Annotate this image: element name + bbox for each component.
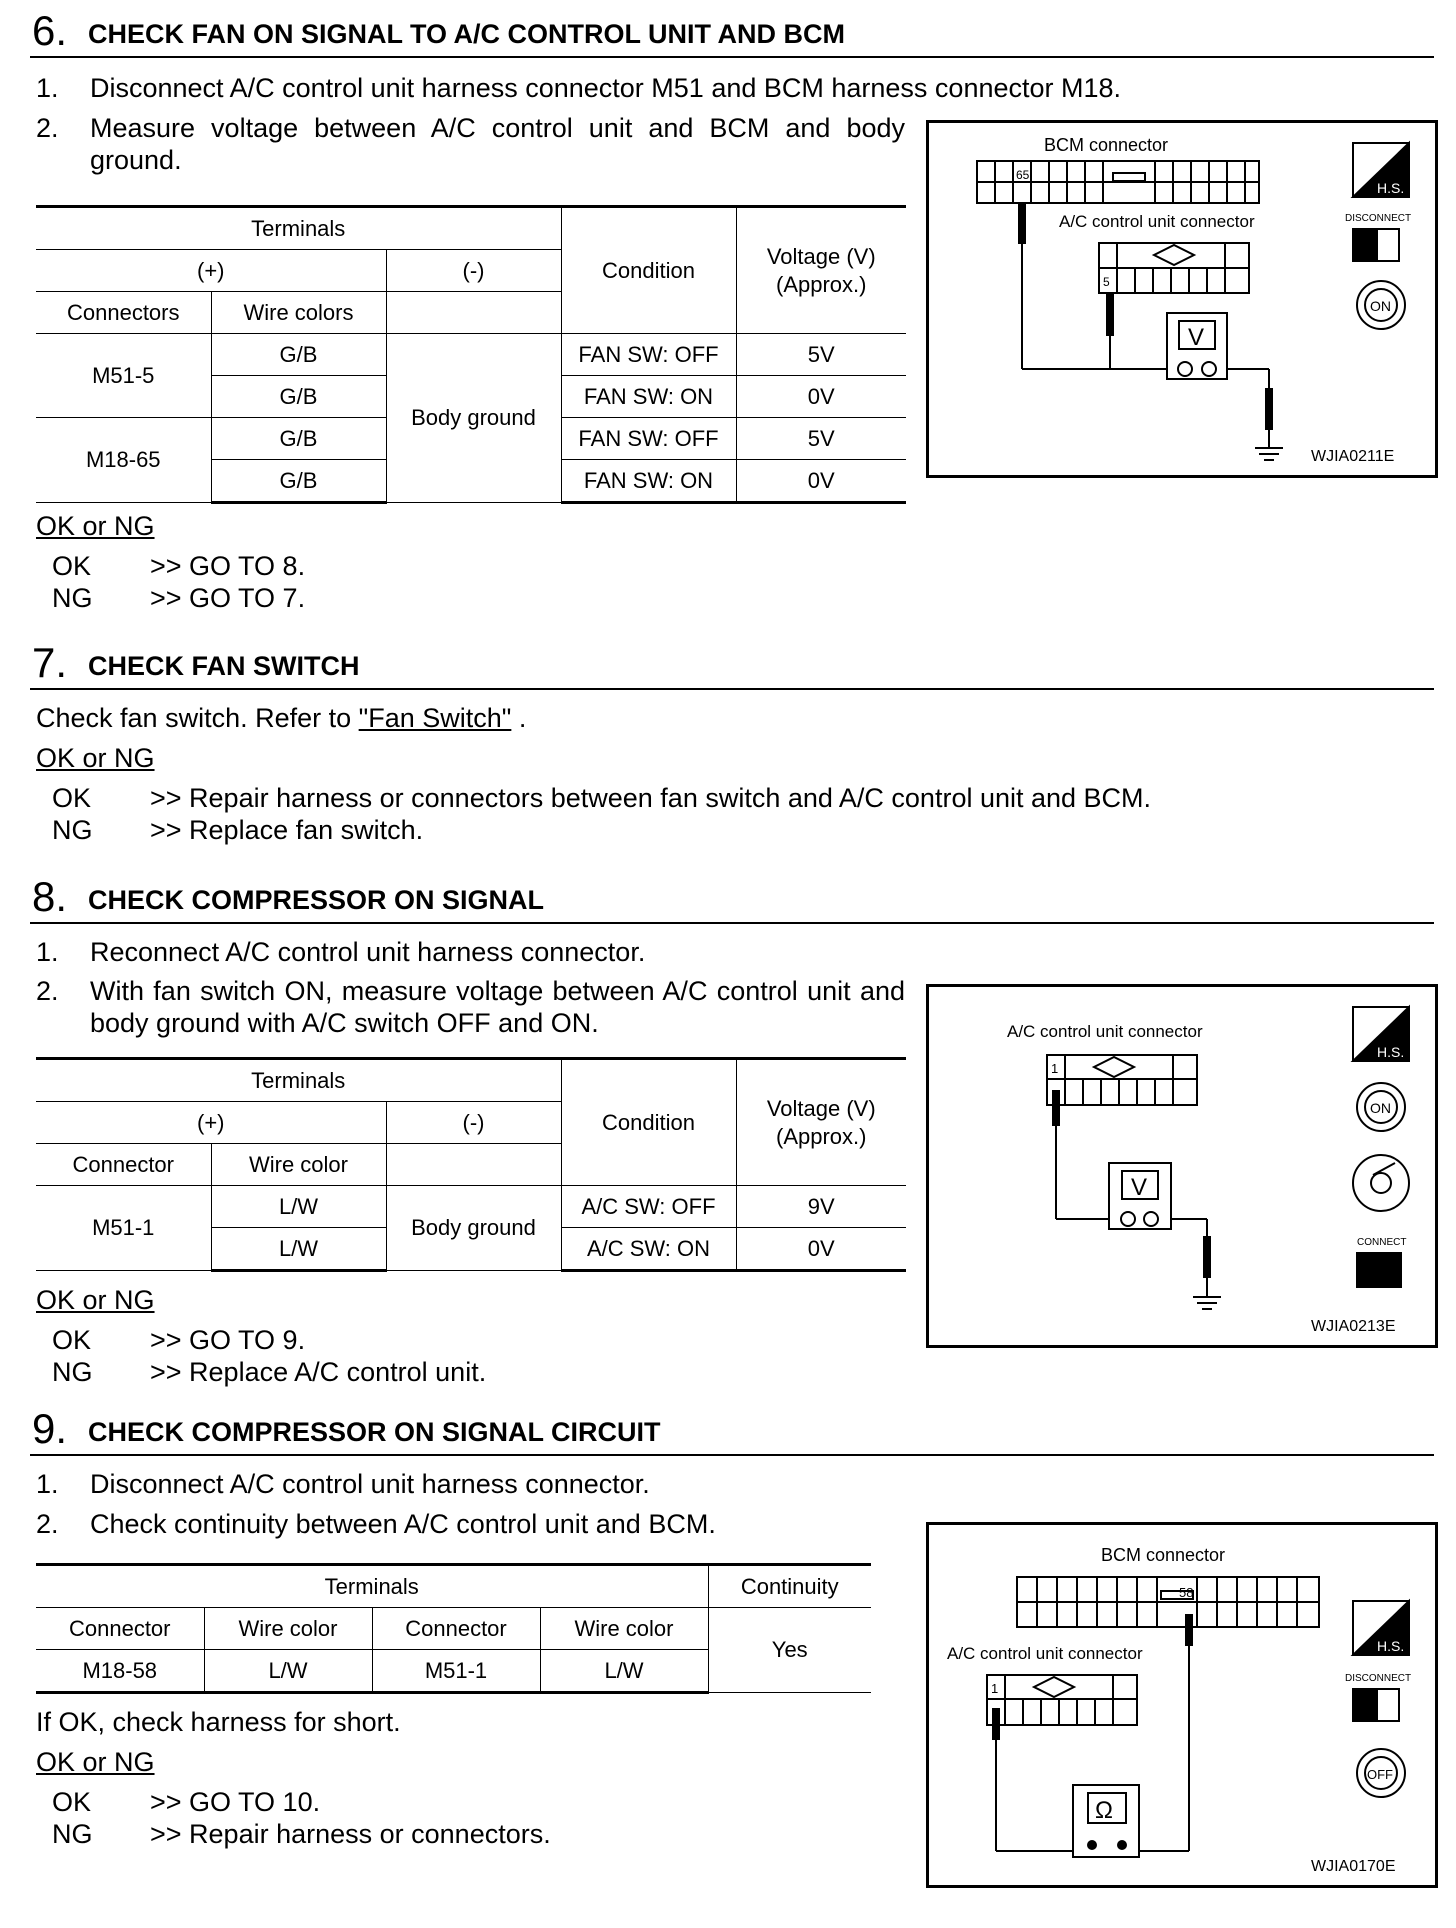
hs-icon-label: H.S. [1377, 180, 1405, 196]
step-8-header [30, 873, 1434, 924]
instruction-num: 1. [36, 73, 59, 103]
step-9-header [30, 1405, 1434, 1456]
wire-cell: G/B [211, 334, 386, 376]
ac-connector-label: A/C control unit connector [947, 1644, 1143, 1663]
instruction-text: Reconnect A/C control unit harness connector. [90, 937, 646, 967]
wire-cell: G/B [211, 460, 386, 503]
ac-connector-label: A/C control unit connector [1007, 1022, 1203, 1041]
instruction-num: 1. [36, 1469, 59, 1499]
result-ng-label: NG [52, 815, 93, 845]
figure-code: WJIA0211E [1311, 448, 1395, 465]
ignition-on-label: ON [1370, 1100, 1391, 1116]
result-ok-action: >> GO TO 10. [150, 1787, 321, 1817]
figure-compressor-circuit [926, 1522, 1438, 1888]
minus-blank [386, 292, 561, 334]
connector-cell: M51-1 [372, 1650, 540, 1693]
wire-cell: L/W [204, 1650, 372, 1693]
wire-cell: L/W [211, 1228, 386, 1271]
body-ground-cell: Body ground [386, 1186, 561, 1271]
wire-cell: G/B [211, 376, 386, 418]
bcm-pin-label: 58 [1179, 1585, 1194, 1600]
instruction-text: Check continuity between A/C control unit and BCM. [90, 1509, 716, 1539]
voltage-table [36, 205, 906, 504]
wire-cell: L/W [211, 1186, 386, 1228]
ac-connector [1047, 1055, 1197, 1105]
voltage-header: Voltage (V) (Approx.) [736, 1059, 906, 1186]
meter-symbol: V [1188, 324, 1205, 351]
bcm-pin-label: 65 [1016, 168, 1030, 182]
result-ng-action: >> Repair harness or connectors. [150, 1819, 551, 1849]
ac-connector [1099, 243, 1249, 293]
step-number: 7. [32, 639, 68, 686]
step-6-header [30, 7, 1434, 58]
wire-color-header: Wire color [540, 1608, 708, 1650]
figure-code: WJIA0213E [1311, 1318, 1396, 1335]
figure-compressor-on-signal [926, 984, 1438, 1348]
minus-header: (-) [386, 250, 561, 292]
voltage-cell: 0V [736, 376, 906, 418]
result-ng-action: >> Replace fan switch. [150, 815, 424, 845]
fan-switch-link[interactable]: "Fan Switch" [358, 703, 512, 733]
wire-cell: L/W [540, 1650, 708, 1693]
wire-cell: G/B [211, 418, 386, 460]
condition-header: Condition [561, 1059, 736, 1186]
step-number: 9. [32, 1405, 68, 1452]
condition-cell: FAN SW: OFF [561, 334, 736, 376]
voltage-cell: 0V [736, 460, 906, 503]
result-ok-label: OK [52, 783, 92, 813]
ac-connector-label: A/C control unit connector [1059, 212, 1255, 231]
instruction-num: 1. [36, 937, 59, 967]
ac-pin-label: 5 [1103, 275, 1110, 289]
body-ground-cell: Body ground [386, 334, 561, 503]
terminals-header: Terminals [36, 207, 561, 250]
short-check-note: If OK, check harness for short. [36, 1707, 401, 1737]
step-title: CHECK FAN SWITCH [88, 651, 360, 681]
condition-cell: FAN SW: OFF [561, 418, 736, 460]
ok-or-ng-label: OK or NG [36, 743, 155, 773]
instruction-text: Disconnect A/C control unit harness connector M51 and BCM harness connector M18. [90, 73, 1122, 103]
terminals-header: Terminals [36, 1059, 561, 1102]
result-ng-action: >> Replace A/C control unit. [150, 1357, 487, 1387]
disconnect-icon [1353, 229, 1399, 261]
connector-header: Connector [36, 1608, 204, 1650]
wiring-diagram [929, 123, 1435, 475]
connector-cell: M18-65 [36, 418, 211, 503]
step-number: 6. [32, 7, 68, 54]
condition-cell: A/C SW: ON [561, 1228, 736, 1271]
instruction-text: Disconnect A/C control unit harness connector. [90, 1469, 650, 1499]
result-ng-label: NG [52, 1357, 93, 1387]
ac-connector [987, 1675, 1137, 1725]
minus-header: (-) [386, 1102, 561, 1144]
condition-cell: A/C SW: OFF [561, 1186, 736, 1228]
wire-color-header: Wire color [211, 1144, 386, 1186]
connector-cell: M51-5 [36, 334, 211, 418]
ok-or-ng-label: OK or NG [36, 1285, 155, 1315]
instruction-num: 2. [36, 1509, 59, 1539]
step-title: CHECK COMPRESSOR ON SIGNAL CIRCUIT [88, 1417, 661, 1447]
connector-header: Connector [372, 1608, 540, 1650]
plus-header: (+) [36, 1102, 386, 1144]
figure-fan-on-signal [926, 120, 1438, 478]
instruction-num: 2. [36, 113, 59, 143]
hs-icon-label: H.S. [1377, 1044, 1405, 1060]
terminals-header: Terminals [36, 1565, 708, 1608]
voltage-header: Voltage (V) (Approx.) [736, 207, 906, 334]
meter-symbol: Ω [1095, 1797, 1113, 1824]
ac-switch-icon [1353, 1155, 1409, 1211]
ac-pin-label: 1 [1051, 1061, 1059, 1076]
wire-color-header: Wire color [204, 1608, 372, 1650]
continuity-result: Yes [708, 1608, 871, 1693]
ignition-off-label: OFF [1367, 1767, 1393, 1782]
voltage-table [36, 1057, 906, 1272]
bcm-connector [1017, 1577, 1319, 1627]
connector-cell: M51-1 [36, 1186, 211, 1271]
result-ng-label: NG [52, 1819, 93, 1849]
wiring-diagram [929, 987, 1435, 1345]
condition-cell: FAN SW: ON [561, 460, 736, 503]
result-ng-action: >> GO TO 7. [150, 583, 306, 613]
connect-icon [1357, 1253, 1401, 1287]
bcm-connector-label: BCM connector [1044, 135, 1169, 155]
result-ok-action: >> GO TO 8. [150, 551, 306, 581]
wiring-diagram [929, 1525, 1435, 1885]
probe-wires [1019, 203, 1283, 460]
reference-suffix: . [511, 703, 527, 733]
continuity-header: Continuity [708, 1565, 871, 1608]
connect-icon-label: CONNECT [1357, 1237, 1407, 1248]
voltage-cell: 0V [736, 1228, 906, 1271]
condition-header: Condition [561, 207, 736, 334]
result-ok-label: OK [52, 551, 92, 581]
plus-header: (+) [36, 250, 386, 292]
result-ok-action: >> GO TO 9. [150, 1325, 306, 1355]
step-title: CHECK FAN ON SIGNAL TO A/C CONTROL UNIT AND BCM [88, 19, 846, 49]
figure-code: WJIA0170E [1311, 1858, 1396, 1875]
minus-blank [386, 1144, 561, 1186]
result-ok-label: OK [52, 1325, 92, 1355]
hs-icon-label: H.S. [1377, 1638, 1405, 1654]
fan-switch-reference [36, 702, 526, 734]
disconnect-icon [1353, 1689, 1399, 1721]
bcm-connector-label: BCM connector [1101, 1545, 1226, 1565]
instruction-text: Measure voltage between A/C control unit and BCM and body ground. [90, 113, 905, 175]
result-ng-label: NG [52, 583, 93, 613]
step-number: 8. [32, 873, 68, 920]
step-7-header [30, 639, 1434, 690]
voltage-cell: 9V [736, 1186, 906, 1228]
voltage-cell: 5V [736, 334, 906, 376]
instruction-num: 2. [36, 976, 59, 1006]
disconnect-icon-label: DISCONNECT [1345, 213, 1412, 224]
meter-symbol: V [1131, 1174, 1148, 1201]
result-ok-action: >> Repair harness or connectors between fan switch and A/C control unit and BCM. [150, 783, 1152, 813]
wire-colors-header: Wire colors [211, 292, 386, 334]
connector-cell: M18-58 [36, 1650, 204, 1693]
condition-cell: FAN SW: ON [561, 376, 736, 418]
voltage-cell: 5V [736, 418, 906, 460]
ac-pin-label: 1 [991, 1681, 999, 1696]
result-ok-label: OK [52, 1787, 92, 1817]
ignition-on-label: ON [1370, 298, 1391, 314]
ok-or-ng-label: OK or NG [36, 511, 155, 541]
disconnect-icon-label: DISCONNECT [1345, 1673, 1412, 1684]
ok-or-ng-label: OK or NG [36, 1747, 155, 1777]
instruction-text: With fan switch ON, measure voltage between A/C control unit and body ground with A/C switch OFF and ON. [90, 976, 905, 1038]
reference-text: Check fan switch. Refer to [36, 703, 359, 733]
connector-header: Connector [36, 1144, 211, 1186]
continuity-table [36, 1563, 871, 1694]
connectors-header: Connectors [36, 292, 211, 334]
step-title: CHECK COMPRESSOR ON SIGNAL [88, 885, 545, 915]
